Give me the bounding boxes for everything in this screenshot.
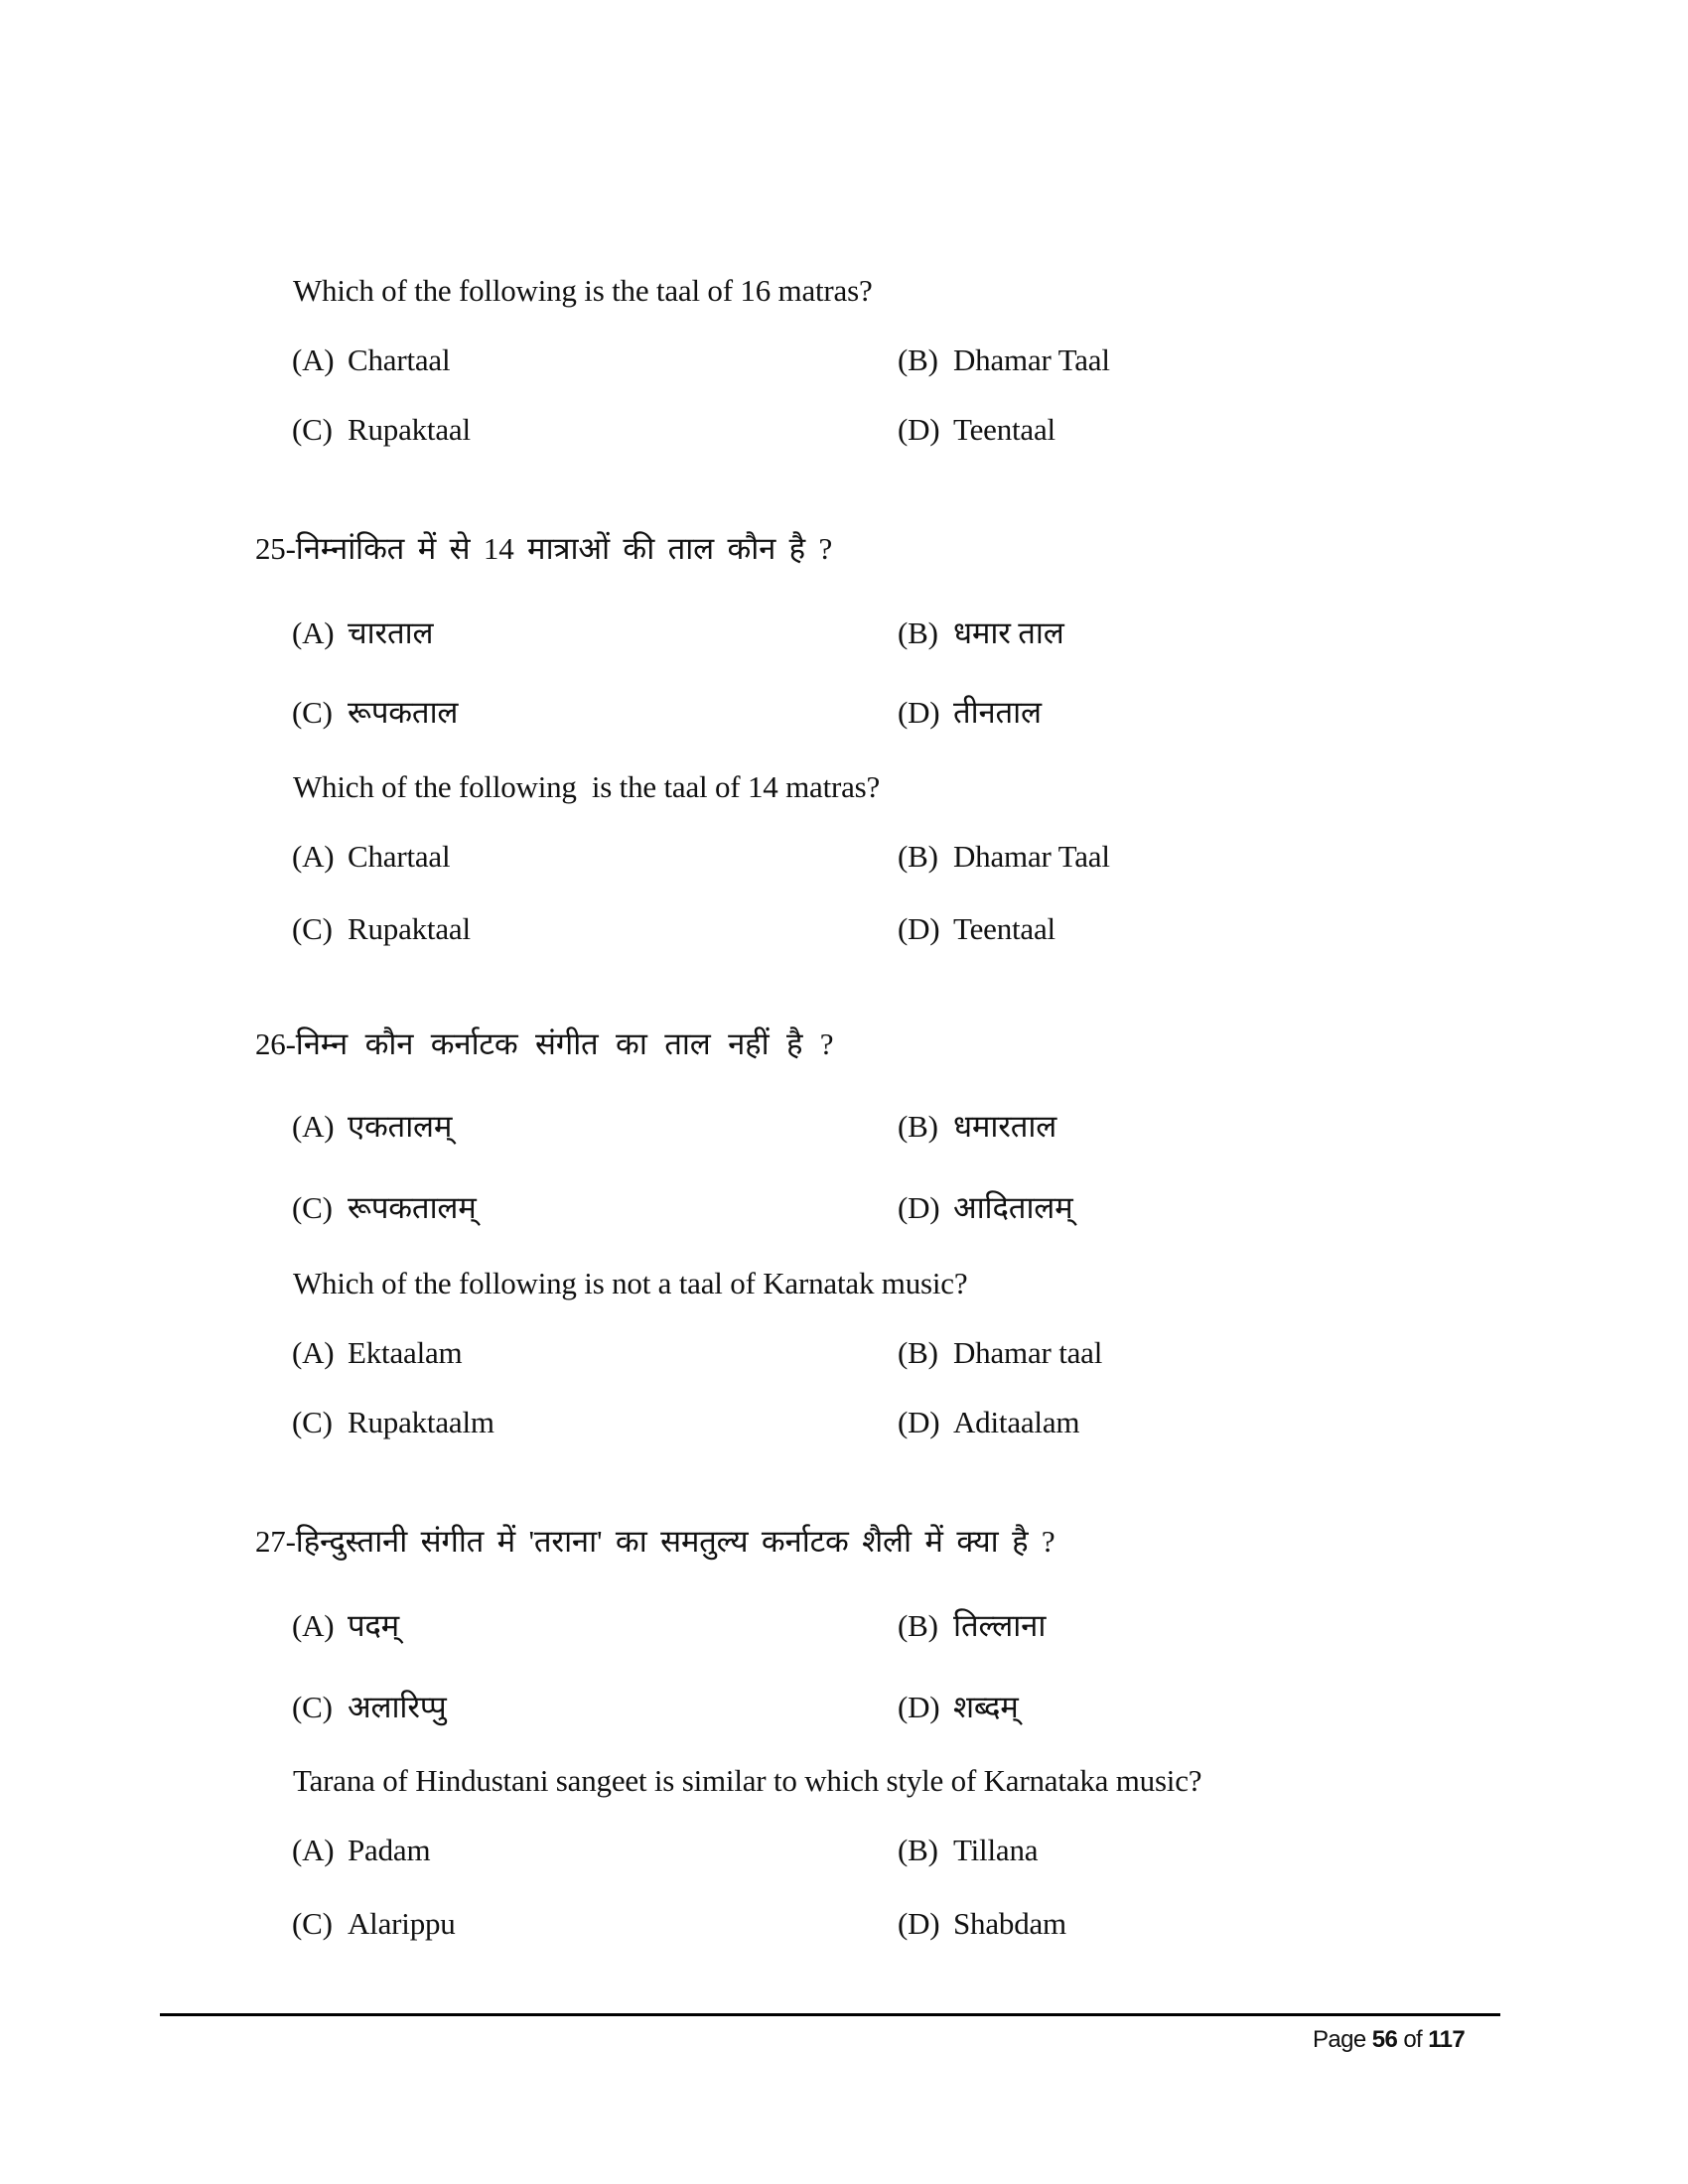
option-c [292, 1692, 447, 1722]
option-a [292, 1111, 452, 1142]
option-label: (A) [292, 1608, 335, 1643]
option-label: (D) [898, 911, 940, 946]
option-label: (A) [292, 1109, 335, 1144]
option-text: Aditaalam [953, 1405, 1080, 1439]
option-text: Ektaalam [348, 1335, 463, 1370]
option-b [898, 841, 1110, 872]
option-label: (C) [292, 1906, 333, 1941]
option-b [898, 1835, 1038, 1865]
question-text: निम्नांकित में से 14 मात्राओं की ताल कौन है ? [295, 531, 833, 566]
option-b [898, 1111, 1056, 1142]
option-label: (D) [898, 412, 940, 447]
option-text: रूपकताल [348, 695, 459, 730]
option-label: (C) [292, 1190, 333, 1225]
option-label: (A) [292, 342, 335, 377]
question-number: 25- [255, 531, 296, 566]
question-text: Which of the following is the taal of 16 matras? [293, 273, 873, 308]
question-26-english [293, 1268, 967, 1298]
question-number: 27- [255, 1524, 296, 1559]
option-label: (D) [898, 695, 940, 730]
option-a [292, 617, 433, 648]
option-c [292, 1908, 456, 1939]
option-label: (B) [898, 1833, 938, 1867]
option-d [898, 913, 1055, 944]
option-label: (C) [292, 695, 333, 730]
option-b [898, 344, 1110, 375]
option-text: Teentaal [953, 412, 1055, 447]
option-d [898, 1692, 1019, 1722]
option-text: Alarippu [348, 1906, 456, 1941]
option-text: चारताल [348, 615, 434, 650]
option-text: Shabdam [953, 1906, 1066, 1941]
option-text: Chartaal [348, 839, 451, 874]
question-text: Which of the following is the taal of 14 matras? [293, 769, 881, 804]
footer-divider [160, 2013, 1500, 2016]
option-text: आदितालम् [953, 1190, 1073, 1225]
option-label: (B) [898, 839, 938, 874]
option-label: (C) [292, 1405, 333, 1439]
option-label: (B) [898, 1109, 938, 1144]
question-25-english [293, 771, 880, 802]
option-label: (C) [292, 911, 333, 946]
option-text: Rupaktaal [348, 911, 471, 946]
option-text: रूपकतालम् [348, 1190, 477, 1225]
option-text: एकतालम् [348, 1109, 453, 1144]
option-text: Dhamar Taal [953, 342, 1110, 377]
option-b [898, 617, 1064, 648]
page-total: 117 [1428, 2026, 1466, 2053]
option-label: (D) [898, 1190, 940, 1225]
option-d [898, 414, 1055, 445]
option-label: (B) [898, 1608, 938, 1643]
option-a [292, 344, 450, 375]
option-text: पदम् [348, 1608, 400, 1643]
option-d [898, 1192, 1072, 1223]
option-label: (B) [898, 615, 938, 650]
option-label: (A) [292, 839, 335, 874]
option-label: (A) [292, 1833, 335, 1867]
option-c [292, 913, 471, 944]
option-text: Dhamar Taal [953, 839, 1110, 874]
option-text: शब्दम् [953, 1690, 1019, 1724]
option-a [292, 1610, 399, 1641]
question-27-english [293, 1765, 1201, 1796]
option-label: (B) [898, 342, 938, 377]
option-text: Tillana [953, 1833, 1039, 1867]
option-b [898, 1337, 1102, 1368]
option-label: (C) [292, 412, 333, 447]
question-text: हिन्दुस्तानी संगीत में 'तराना' का समतुल्य कर्नाटक शैली में क्या है ? [295, 1524, 1055, 1559]
option-label: (C) [292, 1690, 333, 1724]
option-label: (D) [898, 1906, 940, 1941]
option-d [898, 1407, 1079, 1437]
option-label: (B) [898, 1335, 938, 1370]
option-c [292, 1192, 477, 1223]
option-a [292, 841, 450, 872]
question-text: Tarana of Hindustani sangeet is similar to which style of Karnataka music? [293, 1763, 1202, 1798]
option-text: तीनताल [953, 695, 1042, 730]
option-text: Rupaktaalm [348, 1405, 494, 1439]
option-d [898, 1908, 1066, 1939]
option-c [292, 697, 458, 728]
option-c [292, 1407, 494, 1437]
option-d [898, 697, 1042, 728]
option-a [292, 1337, 462, 1368]
option-text: अलारिप्पु [348, 1690, 447, 1724]
option-label: (A) [292, 1335, 335, 1370]
question-27-hindi [255, 1526, 1055, 1557]
option-text: Chartaal [348, 342, 451, 377]
question-24-english [293, 275, 873, 306]
page-of-label: of [1403, 2026, 1423, 2053]
option-b [898, 1610, 1046, 1641]
option-text: धमारताल [953, 1109, 1057, 1144]
question-number: 26- [255, 1026, 296, 1061]
option-label: (A) [292, 615, 335, 650]
question-26-hindi [255, 1028, 833, 1059]
page-number: 56 [1371, 2026, 1398, 2053]
question-text: Which of the following is not a taal of Karnatak music? [293, 1266, 968, 1300]
option-text: तिल्लाना [953, 1608, 1047, 1643]
option-label: (D) [898, 1405, 940, 1439]
option-c [292, 414, 471, 445]
option-text: धमार ताल [953, 615, 1064, 650]
page-indicator [1313, 2028, 1465, 2052]
option-label: (D) [898, 1690, 940, 1724]
question-25-hindi [255, 533, 832, 564]
option-text: Dhamar taal [953, 1335, 1103, 1370]
option-a [292, 1835, 430, 1865]
page-label: Page [1313, 2026, 1366, 2053]
option-text: Padam [348, 1833, 431, 1867]
question-text: निम्न कौन कर्नाटक संगीत का ताल नहीं है ? [295, 1026, 834, 1061]
option-text: Rupaktaal [348, 412, 471, 447]
option-text: Teentaal [953, 911, 1055, 946]
